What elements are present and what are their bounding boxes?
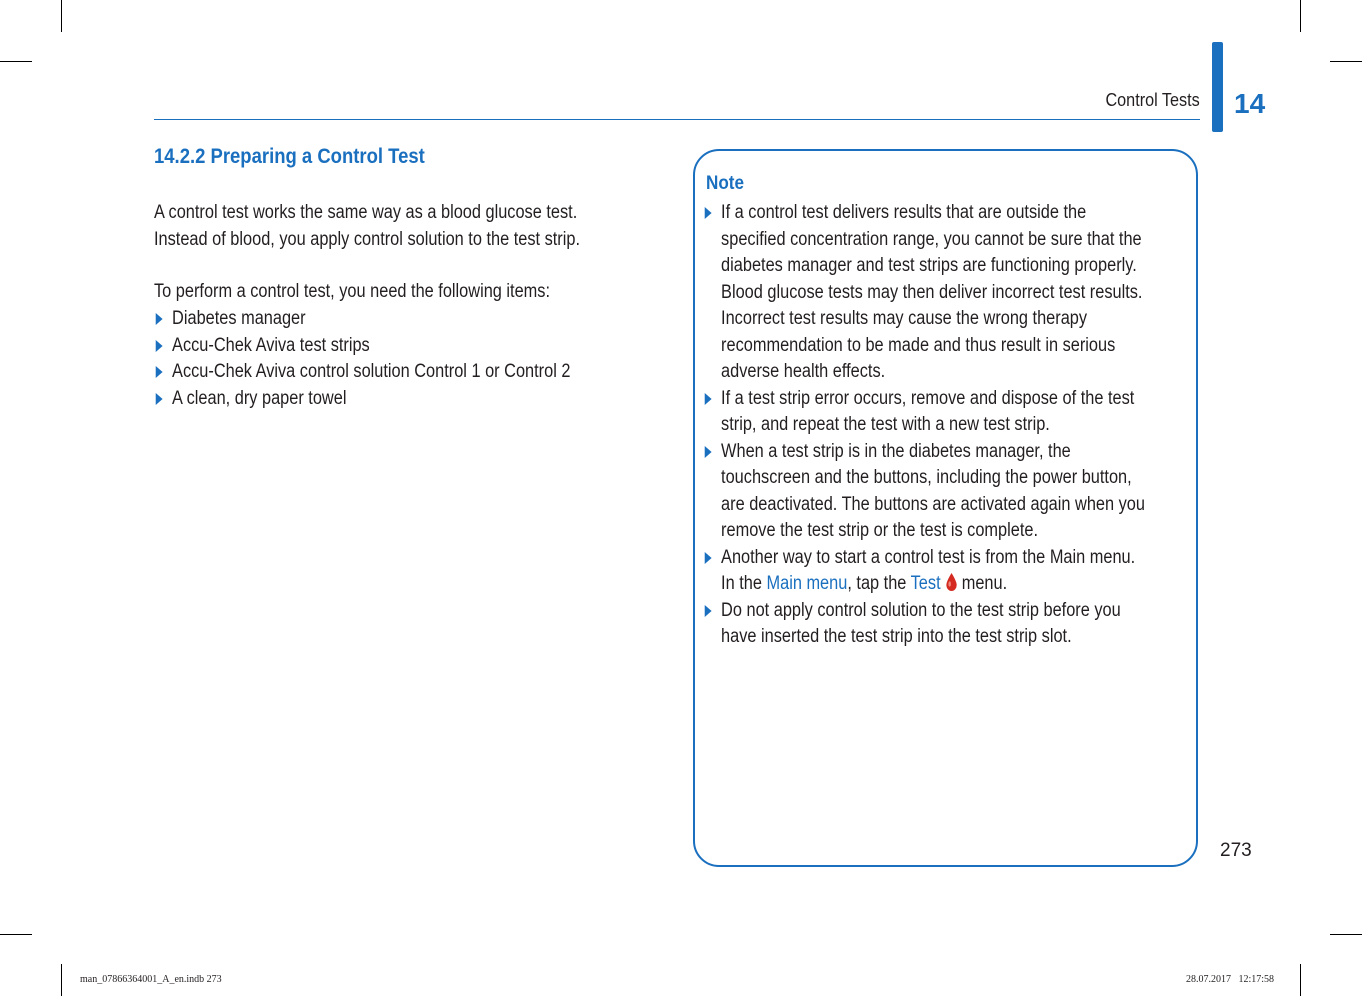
bullet-arrow-icon bbox=[705, 446, 712, 458]
print-slug-date: 28.07.2017 12:17:58 bbox=[1185, 974, 1274, 985]
chapter-tab-bar bbox=[1212, 42, 1223, 132]
bullet-arrow-icon bbox=[156, 340, 163, 352]
main-menu-reference: Main menu bbox=[766, 573, 848, 594]
note-line: touchscreen and the buttons, including the power button, bbox=[721, 467, 1132, 488]
note-line: Blood glucose tests may then deliver incorrect test results. bbox=[721, 281, 1143, 303]
note-line: diabetes manager and test strips are functioning properly. bbox=[721, 255, 1137, 276]
note-text: menu. bbox=[957, 573, 1008, 594]
note-item bbox=[703, 386, 1145, 439]
note-line: have inserted the test strip into the test strip slot. bbox=[721, 626, 1072, 647]
section-heading: 14.2.2 Preparing a Control Test bbox=[154, 145, 425, 168]
crop-mark bbox=[1300, 964, 1301, 996]
print-slug-file: man_07866364001_A_en.indb 273 bbox=[80, 974, 222, 985]
note-item bbox=[703, 598, 1145, 651]
intro-paragraph bbox=[154, 200, 580, 253]
note-line bbox=[721, 571, 1145, 598]
blood-drop-icon bbox=[945, 572, 957, 592]
note-list bbox=[703, 200, 1145, 651]
crop-mark bbox=[1300, 0, 1301, 32]
note-text: , tap the bbox=[847, 573, 911, 594]
note-item bbox=[703, 439, 1145, 545]
note-line: remove the test strip or the test is complete. bbox=[721, 520, 1039, 541]
list-item bbox=[154, 386, 570, 413]
crop-mark bbox=[0, 61, 32, 62]
note-line: Incorrect test results may cause the wrong therapy bbox=[721, 308, 1088, 329]
running-header-title: Control Tests bbox=[1105, 90, 1200, 110]
list-item-text: Accu-Chek Aviva control solution Control 1 or Control 2 bbox=[172, 361, 571, 382]
items-lead-text: To perform a control test, you need the following items: bbox=[154, 281, 550, 302]
note-line: recommendation to be made and thus result in serious bbox=[721, 334, 1116, 356]
bullet-arrow-icon bbox=[156, 393, 163, 405]
list-item bbox=[154, 359, 570, 386]
list-item-text: Accu-Chek Aviva test strips bbox=[172, 334, 370, 356]
list-item bbox=[154, 306, 570, 333]
chapter-number: 14 bbox=[1234, 88, 1266, 119]
note-line: When a test strip is in the diabetes manager, the bbox=[721, 440, 1071, 462]
note-line: adverse health effects. bbox=[721, 361, 886, 382]
note-text: In the bbox=[721, 573, 767, 594]
list-item-text: Diabetes manager bbox=[172, 308, 306, 329]
list-item-text: A clean, dry paper towel bbox=[172, 387, 347, 409]
list-item bbox=[154, 333, 570, 360]
bullet-arrow-icon bbox=[156, 366, 163, 378]
crop-mark bbox=[1330, 61, 1362, 62]
bullet-arrow-icon bbox=[705, 605, 712, 617]
note-line: Do not apply control solution to the test strip before you bbox=[721, 599, 1121, 621]
crop-mark bbox=[0, 934, 32, 935]
note-line: If a test strip error occurs, remove and dispose of the test bbox=[721, 387, 1135, 409]
note-item bbox=[703, 545, 1145, 598]
bullet-arrow-icon bbox=[705, 552, 712, 564]
note-line: are deactivated. The buttons are activated again when you bbox=[721, 493, 1145, 515]
crop-mark bbox=[61, 0, 62, 32]
required-items-list bbox=[154, 306, 570, 412]
bullet-arrow-icon bbox=[705, 207, 712, 219]
note-line: strip, and repeat the test with a new test strip. bbox=[721, 414, 1050, 435]
note-title: Note bbox=[706, 173, 745, 194]
header-rule bbox=[154, 119, 1200, 120]
page-number: 273 bbox=[1220, 840, 1252, 861]
note-line: specified concentration range, you cannot be sure that the bbox=[721, 228, 1142, 250]
intro-line: Instead of blood, you apply control solution to the test strip. bbox=[154, 228, 581, 250]
crop-mark bbox=[1330, 934, 1362, 935]
bullet-arrow-icon bbox=[156, 313, 163, 325]
note-line: If a control test delivers results that are outside the bbox=[721, 202, 1087, 223]
note-item bbox=[703, 200, 1145, 386]
intro-line: A control test works the same way as a blood glucose test. bbox=[154, 202, 578, 223]
bullet-arrow-icon bbox=[705, 393, 712, 405]
note-line: Another way to start a control test is from the Main menu. bbox=[721, 546, 1136, 568]
test-menu-reference: Test bbox=[910, 573, 941, 594]
crop-mark bbox=[61, 964, 62, 996]
